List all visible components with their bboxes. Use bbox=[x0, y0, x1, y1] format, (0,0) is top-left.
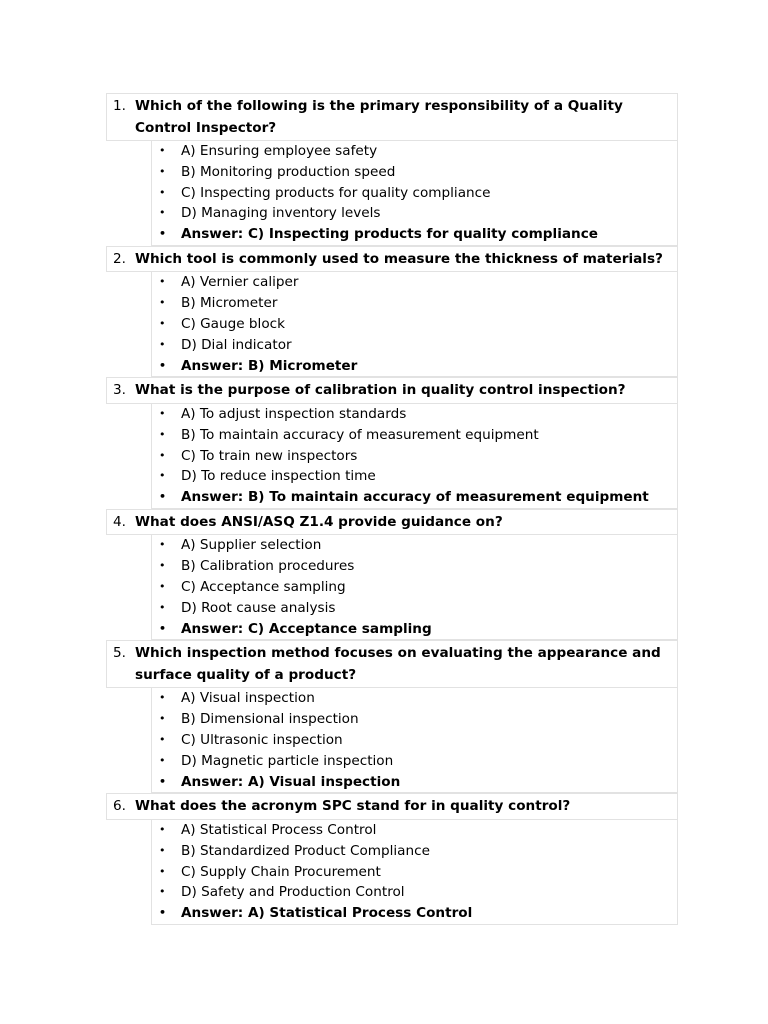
option-item: • B) Calibration procedures bbox=[152, 556, 677, 577]
option-item: • A) Vernier caliper bbox=[152, 272, 677, 293]
option-item: • B) Micrometer bbox=[152, 293, 677, 314]
question-header bbox=[106, 509, 678, 536]
option-item: • A) To adjust inspection standards bbox=[152, 404, 677, 425]
question-number: 5. bbox=[113, 645, 126, 662]
option-item: • D) Root cause analysis bbox=[152, 598, 677, 619]
option-item: • D) Managing inventory levels bbox=[152, 203, 677, 224]
option-item: • B) Monitoring production speed bbox=[152, 162, 677, 183]
option-item: • D) Magnetic particle inspection bbox=[152, 751, 677, 772]
question-header bbox=[106, 246, 678, 273]
option-item: • D) To reduce inspection time bbox=[152, 466, 677, 487]
option-item: • A) Supplier selection bbox=[152, 535, 677, 556]
answer-item: • Answer: C) Inspecting products for quality compliance bbox=[152, 224, 677, 245]
option-item: • A) Visual inspection bbox=[152, 688, 677, 709]
options-list bbox=[151, 141, 678, 246]
question-text: What does the acronym SPC stand for in quality control? bbox=[135, 798, 571, 815]
answer-item: • Answer: A) Statistical Process Control bbox=[152, 903, 677, 924]
option-item: • B) Dimensional inspection bbox=[152, 709, 677, 730]
options-list bbox=[151, 404, 678, 509]
question-text: What is the purpose of calibration in quality control inspection? bbox=[135, 382, 626, 399]
question-number: 1. bbox=[113, 98, 126, 114]
question-header bbox=[106, 640, 678, 688]
quiz-document bbox=[106, 93, 678, 925]
question-header bbox=[106, 377, 678, 404]
question-number: 3. bbox=[113, 382, 126, 399]
answer-item: • Answer: A) Visual inspection bbox=[152, 772, 677, 793]
option-item: • C) Supply Chain Procurement bbox=[152, 862, 677, 883]
option-item: • D) Safety and Production Control bbox=[152, 882, 677, 903]
option-item: • A) Ensuring employee safety bbox=[152, 141, 677, 162]
question-header bbox=[106, 93, 678, 141]
option-item: • C) Gauge block bbox=[152, 314, 677, 335]
option-item: • B) To maintain accuracy of measurement equipment bbox=[152, 425, 677, 446]
answer-item: • Answer: C) Acceptance sampling bbox=[152, 619, 677, 640]
question-text: Which of the following is the primary responsibility of a Quality Control Inspector? bbox=[135, 98, 623, 136]
question-block bbox=[106, 377, 678, 508]
question-block bbox=[106, 246, 678, 377]
question-block bbox=[106, 640, 678, 793]
options-list bbox=[151, 688, 678, 793]
answer-item: • Answer: B) Micrometer bbox=[152, 356, 677, 377]
question-block bbox=[106, 93, 678, 246]
option-item: • C) To train new inspectors bbox=[152, 446, 677, 467]
option-item: • C) Inspecting products for quality compliance bbox=[152, 183, 677, 204]
question-text: Which inspection method focuses on evaluating the appearance and surface quality of a product? bbox=[135, 645, 661, 683]
question-number: 6. bbox=[113, 798, 126, 815]
options-list bbox=[151, 820, 678, 925]
option-item: • C) Ultrasonic inspection bbox=[152, 730, 677, 751]
question-number: 2. bbox=[113, 250, 126, 267]
question-block bbox=[106, 793, 678, 924]
option-item: • A) Statistical Process Control bbox=[152, 820, 677, 841]
options-list bbox=[151, 535, 678, 640]
question-text: Which tool is commonly used to measure the thickness of materials? bbox=[135, 250, 663, 267]
question-header bbox=[106, 793, 678, 820]
question-block bbox=[106, 509, 678, 640]
answer-item: • Answer: B) To maintain accuracy of measurement equipment bbox=[152, 487, 677, 508]
option-item: • D) Dial indicator bbox=[152, 335, 677, 356]
options-list bbox=[151, 272, 678, 377]
option-item: • C) Acceptance sampling bbox=[152, 577, 677, 598]
option-item: • B) Standardized Product Compliance bbox=[152, 841, 677, 862]
question-number: 4. bbox=[113, 513, 126, 530]
question-text: What does ANSI/ASQ Z1.4 provide guidance on? bbox=[135, 513, 503, 530]
